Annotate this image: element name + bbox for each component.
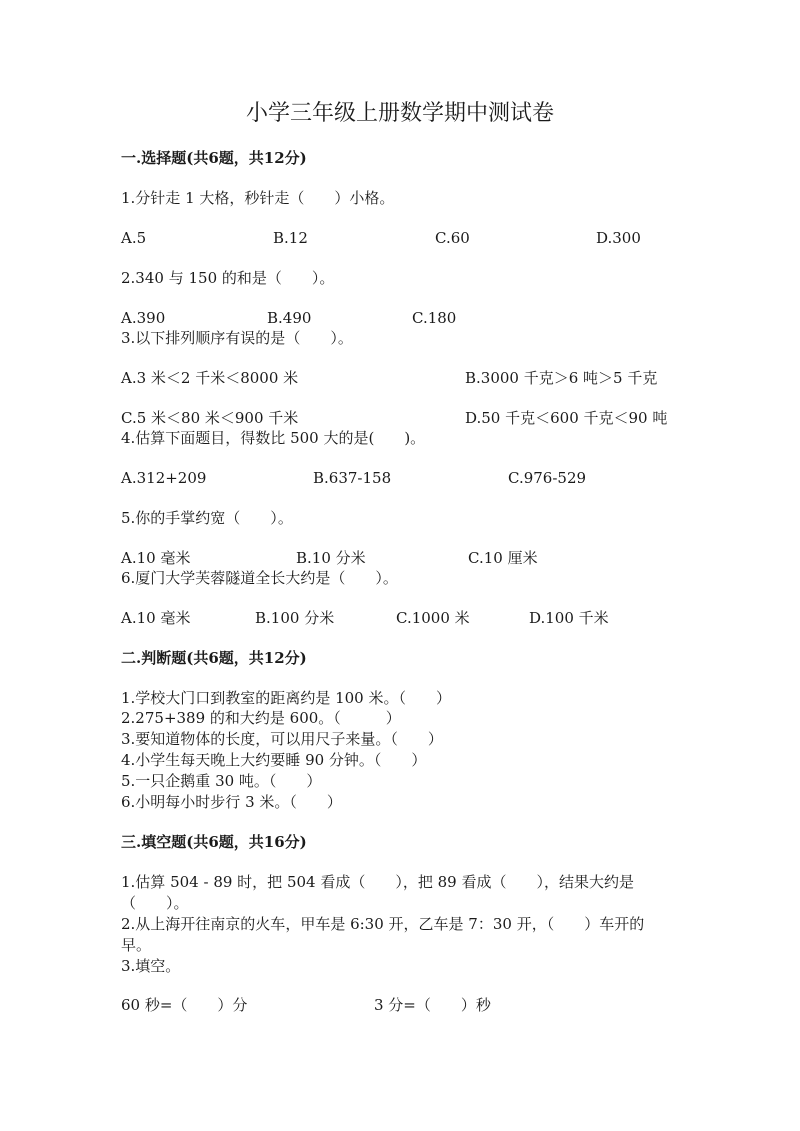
list-item: 3.要知道物体的长度，可以用尺子来量。（ ） xyxy=(121,730,443,748)
question-line: 早。 xyxy=(121,936,152,954)
option-b: B.10 分米 xyxy=(296,549,366,567)
list-item: 6.小明每小时步行 3 米。（ ） xyxy=(121,793,342,811)
option-a: A.390 xyxy=(121,309,166,327)
option-b: B.3000 千克＞6 吨＞5 千克 xyxy=(465,369,658,387)
option-a: A.5 xyxy=(121,229,147,247)
question-line: 1.估算 504 - 89 时，把 504 看成（ ），把 89 看成（ ），结果大约是 xyxy=(121,873,634,891)
question-stem: 6.厦门大学芙蓉隧道全长大约是（ ）。 xyxy=(121,569,398,587)
option-b: B.637-158 xyxy=(313,469,392,487)
question-stem: 1.分针走 1 大格，秒针走（ ）小格。 xyxy=(121,189,395,207)
option-c: C.1000 米 xyxy=(396,609,470,627)
option-a: A.3 米＜2 千米＜8000 米 xyxy=(121,369,299,387)
section-header-judgement: 二.判断题(共6题，共12分) xyxy=(121,649,307,667)
question-stem: 2.340 与 150 的和是（ ）。 xyxy=(121,269,335,287)
question-line: 2.从上海开往南京的火车，甲车是 6:30 开，乙车是 7：30 开，（ ）车开的 xyxy=(121,915,645,933)
option-a: A.10 毫米 xyxy=(121,609,191,627)
option-b: B.12 xyxy=(273,229,308,247)
question-stem: 5.你的手掌约宽（ ）。 xyxy=(121,509,293,527)
option-b: B.100 分米 xyxy=(255,609,335,627)
section-header-fill-in: 三.填空题(共6题，共16分) xyxy=(121,833,307,851)
option-d: D.300 xyxy=(596,229,641,247)
option-c: C.60 xyxy=(435,229,470,247)
option-c: C.5 米＜80 米＜900 千米 xyxy=(121,409,299,427)
option-a: A.312+209 xyxy=(121,469,207,487)
list-item: 1.学校大门口到教室的距离约是 100 米。（ ） xyxy=(121,689,451,707)
option-d: D.50 千克＜600 千克＜90 吨 xyxy=(465,409,668,427)
fill-item-left: 60 秒=（ ）分 xyxy=(121,996,248,1014)
section-header-choice: 一.选择题(共6题，共12分) xyxy=(121,149,307,167)
list-item: 2.275+389 的和大约是 600。（ ） xyxy=(121,709,401,727)
option-d: D.100 千米 xyxy=(529,609,609,627)
question-line: （ ）。 xyxy=(121,894,189,912)
question-stem: 4.估算下面题目，得数比 500 大的是( )。 xyxy=(121,429,426,447)
list-item: 5.一只企鹅重 30 吨。（ ） xyxy=(121,772,322,790)
option-b: B.490 xyxy=(267,309,312,327)
question-stem: 3.填空。 xyxy=(121,957,181,975)
option-c: C.10 厘米 xyxy=(468,549,538,567)
list-item: 4.小学生每天晚上大约要睡 90 分钟。（ ） xyxy=(121,751,427,769)
option-c: C.976-529 xyxy=(508,469,587,487)
fill-item-right: 3 分=（ ）秒 xyxy=(374,996,491,1014)
question-stem: 3.以下排列顺序有误的是（ ）。 xyxy=(121,329,353,347)
option-a: A.10 毫米 xyxy=(121,549,191,567)
option-c: C.180 xyxy=(412,309,457,327)
page-title: 小学三年级上册数学期中测试卷 xyxy=(245,101,554,126)
